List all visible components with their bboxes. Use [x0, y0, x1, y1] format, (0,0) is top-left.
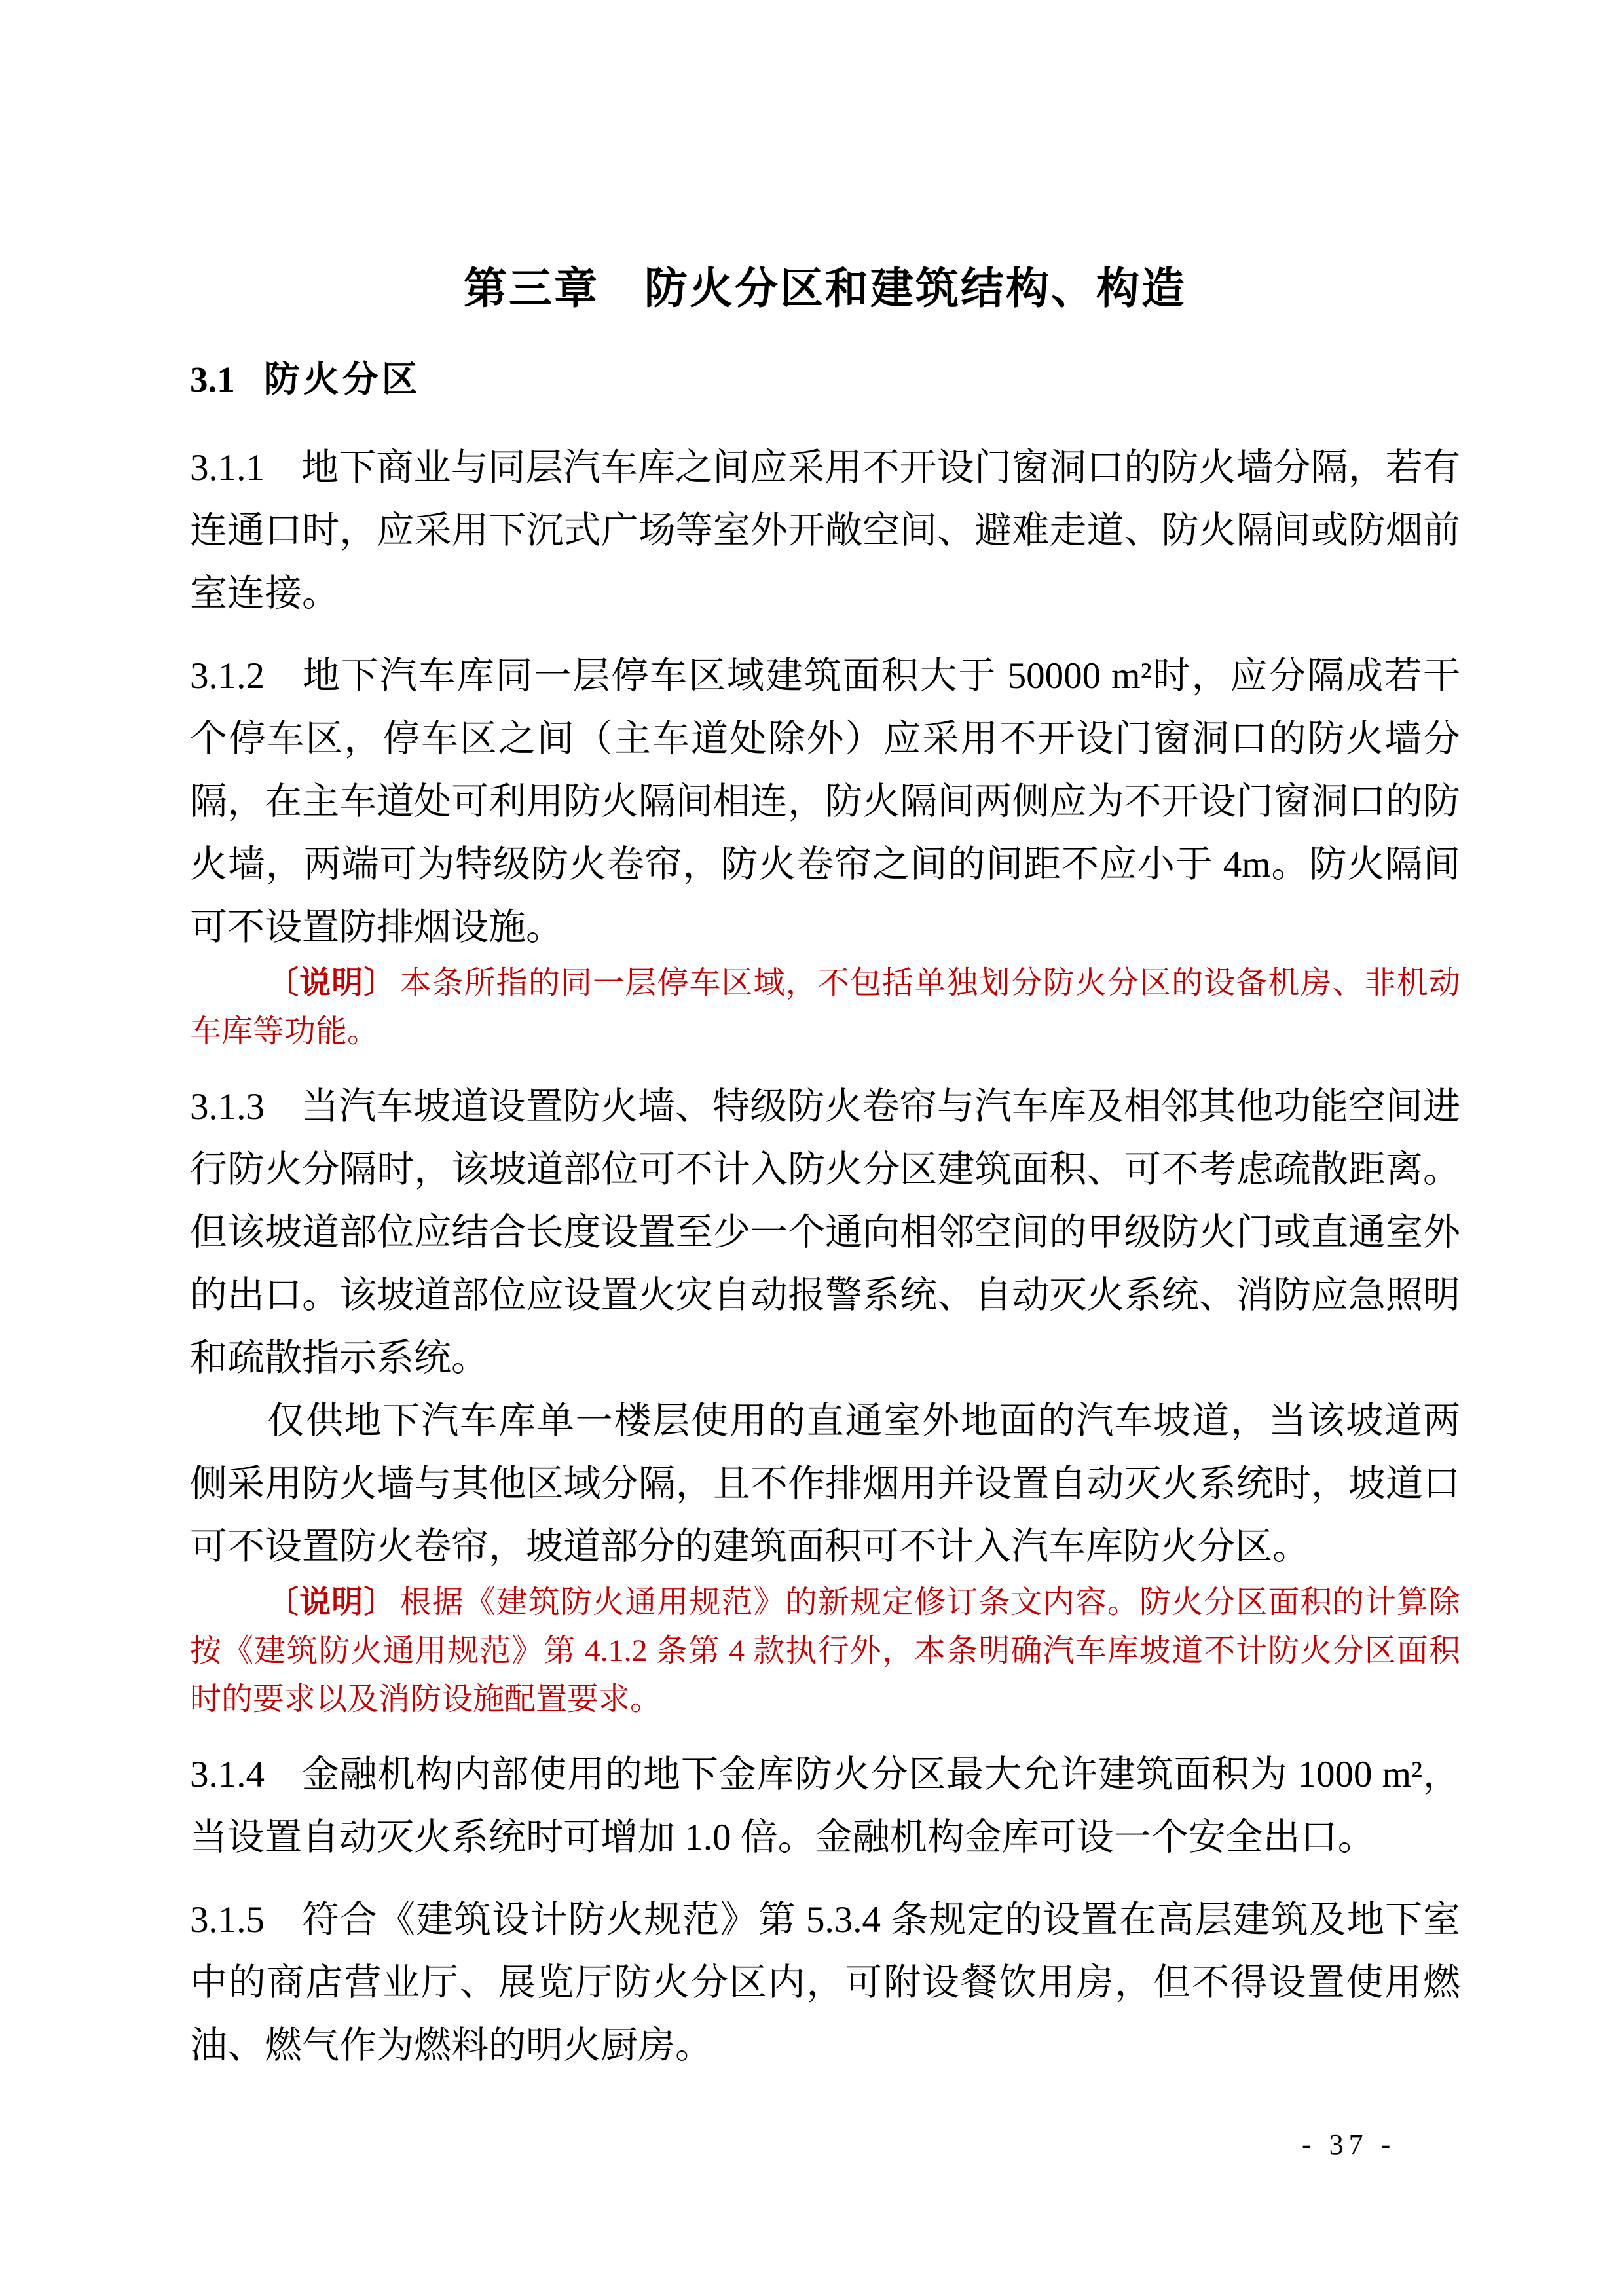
article-number: 3.1.5	[190, 1899, 265, 1941]
article-3-1-1	[190, 437, 1460, 625]
article-3-1-3	[190, 1076, 1460, 1724]
article-note	[190, 1578, 1460, 1724]
article-number: 3.1.4	[190, 1754, 265, 1795]
article-3-1-4	[190, 1743, 1460, 1869]
article-paragraph	[190, 1743, 1460, 1869]
article-text: 当汽车坡道设置防火墙、特级防火卷帘与汽车库及相邻其他功能空间进行防火分隔时，该坡道部位可不计入防火分区建筑面积、可不考虑疏散距离。但该坡道部位应结合长度设置至少一个通向相邻空间的甲级防火门或直通室外的出口。该坡道部位应设置火灾自动报警系统、自动灭火系统、消防应急照明和疏散指示系统。	[190, 1086, 1460, 1379]
article-3-1-5	[190, 1889, 1460, 2077]
article-paragraph-continuation: 仅供地下汽车库单一楼层使用的直通室外地面的汽车坡道，当该坡道两侧采用防火墙与其他区域分隔，且不作排烟用并设置自动灭火系统时，坡道口可不设置防火卷帘，坡道部分的建筑面积可不计入汽车库防火分区。	[190, 1400, 1460, 1567]
article-text: 符合《建筑设计防火规范》第 5.3.4 条规定的设置在高层建筑及地下室中的商店营业厅、展览厅防火分区内，可附设餐饮用房，但不得设置使用燃油、燃气作为燃料的明火厨房。	[190, 1899, 1460, 2066]
note-text: 根据《建筑防火通用规范》的新规定修订条文内容。防火分区面积的计算除按《建筑防火通用规范》第 4.1.2 条第 4 款执行外，本条明确汽车库坡道不计防火分区面积时的要求以及消防设施配置要求。	[190, 1585, 1460, 1717]
note-text: 本条所指的同一层停车区域，不包括单独划分防火分区的设备机房、非机动车库等功能。	[190, 966, 1460, 1049]
article-paragraph	[190, 1889, 1460, 2077]
article-text: 地下汽车库同一层停车区域建筑面积大于 50000 m²时，应分隔成若干个停车区，停车区之间（主车道处除外）应采用不开设门窗洞口的防火墙分隔，在主车道处可利用防火隔间相连，防火隔间两侧应为不开设门窗洞口的防火墙，两端可为特级防火卷帘，防火卷帘之间的间距不应小于 4m。防火隔间可不设置防排烟设施。	[190, 655, 1460, 948]
page-number: - 37 -	[1302, 2128, 1396, 2160]
note-label: 〔说明〕	[267, 966, 396, 1000]
article-number: 3.1.3	[190, 1086, 265, 1127]
chapter-title: 第三章 防火分区和建筑结构、构造	[464, 264, 1187, 312]
article-3-1-2	[190, 645, 1460, 1056]
note-label: 〔说明〕	[267, 1585, 396, 1620]
article-text: 金融机构内部使用的地下金库防火分区最大允许建筑面积为 1000 m²，当设置自动灭火系统时可增加 1.0 倍。金融机构金库可设一个安全出口。	[190, 1754, 1460, 1858]
article-text: 地下商业与同层汽车库之间应采用不开设门窗洞口的防火墙分隔，若有连通口时，应采用下沉式广场等室外开敞空间、避难走道、防火隔间或防烟前室连接。	[190, 447, 1460, 614]
article-number: 3.1.2	[190, 655, 265, 697]
section-title: 防火分区	[263, 359, 421, 399]
section-number: 3.1	[190, 359, 235, 399]
section-heading	[190, 354, 1460, 405]
article-paragraph	[190, 1076, 1460, 1390]
article-paragraph	[190, 437, 1460, 625]
article-note	[190, 959, 1460, 1056]
article-paragraph	[190, 645, 1460, 959]
article-number: 3.1.1	[190, 447, 265, 488]
